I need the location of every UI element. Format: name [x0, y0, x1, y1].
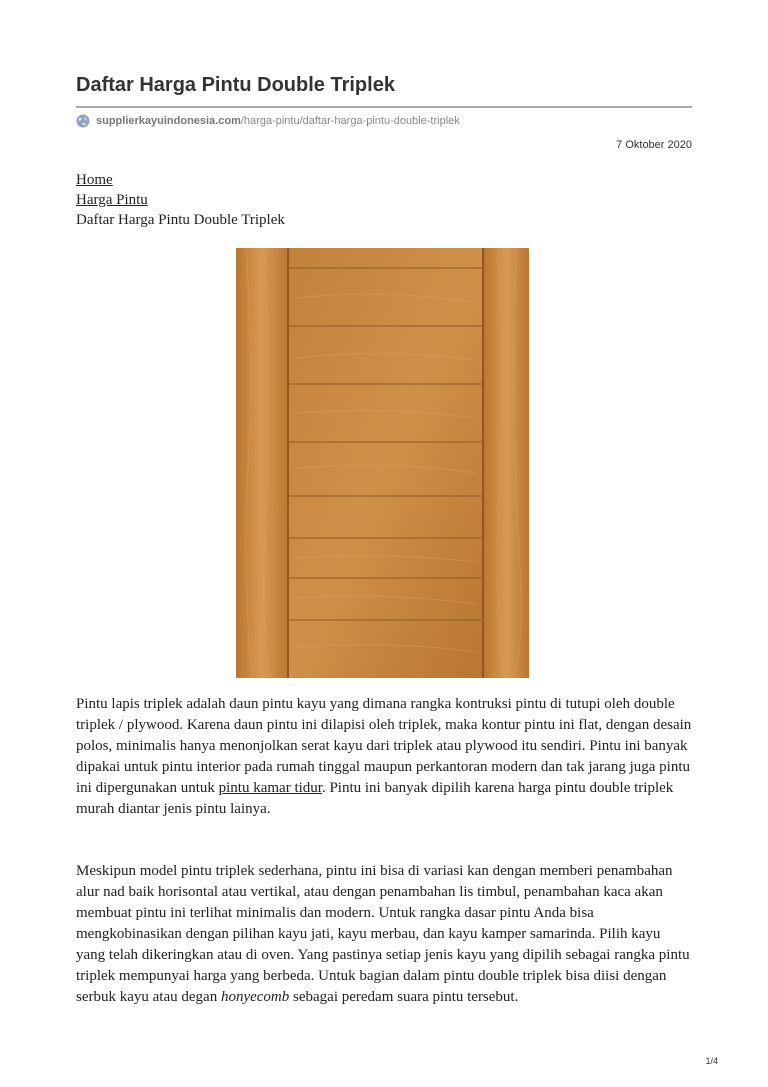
breadcrumb-category-link[interactable]: Harga Pintu [76, 192, 148, 208]
pintu-kamar-tidur-link[interactable]: pintu kamar tidur [218, 780, 322, 796]
paragraph-variations-tail: sebagai peredam suara pintu tersebut. [289, 989, 519, 1005]
paragraph-variations-text: Meskipun model pintu triplek sederhana, pintu ini bisa di variasi kan dengan memberi penambahan alur nad baik horisontal atau vertikal, atau dengan penambahan lis timbul, penambahan kaca akan membuat pintu ini terlihat minimalis dan modern. Untuk rangka dasar pintu Anda bisa mengkobinasikan dengan pilihan kayu jati, kayu merbau, dan kayu kamper samarinda. Pilih kayu yang telah dikeringkan atau di oven. Yang pastinya setiap jenis kayu yang dipilih sebagai rangka pintu triplek mempunyai harga yang berbeda. Untuk bagian dalam pintu double triplek bisa diisi dengan serbuk kayu atau degan [76, 863, 690, 1005]
page-title: Daftar Harga Pintu Double Triplek [76, 74, 395, 96]
source-url[interactable] [76, 113, 460, 129]
breadcrumb-home-link[interactable]: Home [76, 172, 113, 188]
paragraph-intro [76, 694, 692, 820]
globe-icon [76, 114, 90, 128]
source-path[interactable]: /harga-pintu/daftar-harga-pintu-double-triplek [240, 115, 460, 127]
paragraph-intro-text: Pintu lapis triplek adalah daun pintu kayu yang dimana rangka kontruksi pintu di tutupi oleh double triplek / plywood. Karena daun pintu ini dilapisi oleh triplek, maka kontur pintu ini flat, dengan desain polos, minimalis hanya menonjolkan serat kayu dari triplek atau plywood itu sendiri. Pintu ini banyak dipakai untuk pintu interior pada rumah tinggal maupun perkantoran modern dan tak jarang juga pintu ini dipergunakan untuk [76, 696, 692, 796]
page-number: 1/4 [705, 1056, 718, 1066]
source-domain[interactable]: supplierkayuindonesia.com [96, 115, 241, 127]
paragraph-intro-tail: . Pintu ini banyak dipilih karena harga pintu double triplek murah diantar jenis pintu lainya. [76, 780, 674, 817]
publish-date: 7 Oktober 2020 [616, 139, 692, 151]
honeycomb-term: honyecomb [220, 989, 290, 1005]
breadcrumb-current: Daftar Harga Pintu Double Triplek [76, 212, 285, 228]
breadcrumb [76, 170, 285, 230]
wooden-door-image [236, 248, 529, 678]
paragraph-variations [76, 861, 692, 1008]
title-divider [76, 106, 692, 108]
